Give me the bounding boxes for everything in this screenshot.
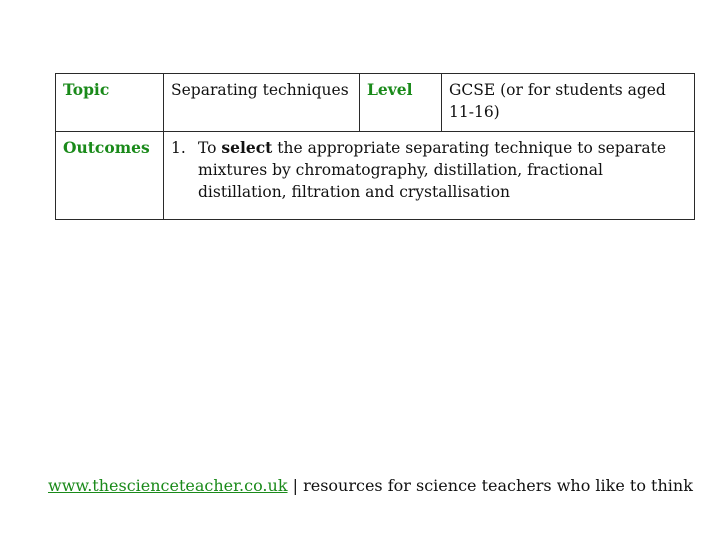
footer-separator: | <box>287 476 304 495</box>
footer-tagline: resources for science teachers who like to think <box>303 476 693 495</box>
outcome-number: 1. <box>171 139 186 157</box>
outcomes-list <box>171 137 688 203</box>
lesson-info-table <box>55 73 695 220</box>
outcomes-cell <box>164 132 695 220</box>
outcome-rest: the appropriate separating technique to separate mixtures by chromatography, distillation, fractional distillation, filtration and crystallisation <box>198 139 667 201</box>
outcome-item <box>171 137 688 203</box>
footer <box>48 476 693 495</box>
level-label: Level <box>360 74 442 132</box>
topic-label: Topic <box>56 74 164 132</box>
outcome-text <box>198 137 688 203</box>
website-link[interactable]: www.thescienceteacher.co.uk <box>48 476 288 495</box>
topic-value: Separating techniques <box>164 74 360 132</box>
outcomes-label: Outcomes <box>56 132 164 220</box>
outcome-prefix: To <box>198 139 222 157</box>
table-row-outcomes <box>56 132 695 220</box>
outcome-emphasis: select <box>221 138 273 157</box>
level-value: GCSE (or for students aged 11-16) <box>442 74 695 132</box>
table-row-topic <box>56 74 695 132</box>
